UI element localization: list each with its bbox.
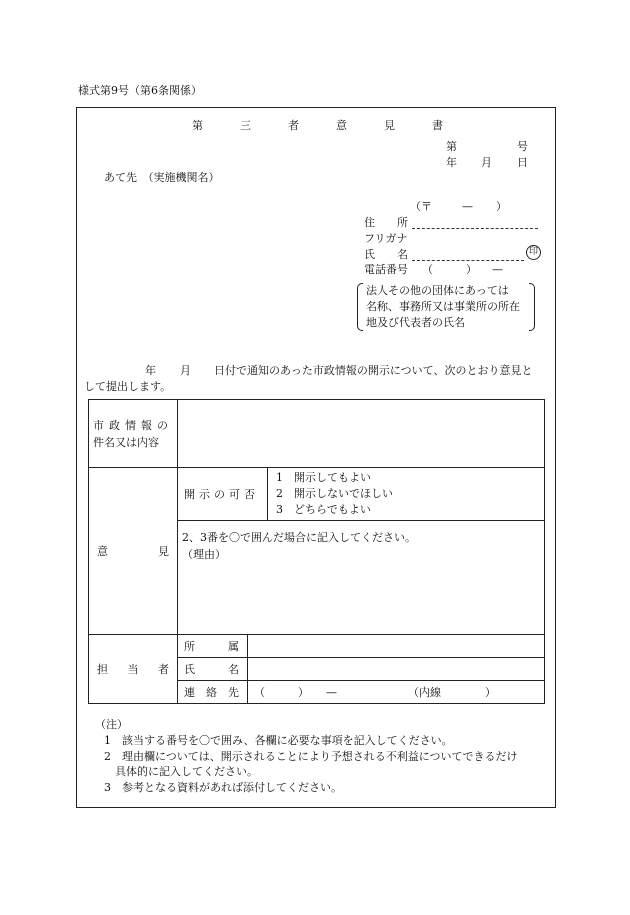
- contact-ext: （内線 ）: [408, 686, 496, 699]
- subject-label-line: 市政情報の: [93, 418, 173, 432]
- postal-open: （〒: [410, 200, 432, 213]
- note-item: 3 参考となる資料があれば添付してください。: [104, 781, 342, 794]
- option-item[interactable]: 1 開示してもよい: [276, 471, 371, 484]
- subject-field[interactable]: [178, 400, 545, 468]
- option-item[interactable]: 3 どちらでもよい: [276, 503, 371, 516]
- title-char: 見: [384, 119, 395, 132]
- notes-heading: （注）: [95, 718, 128, 731]
- note-item: 具体的に記入してください。: [115, 765, 258, 778]
- name-label: 氏 名: [364, 248, 408, 261]
- postal-close: ）: [496, 200, 507, 213]
- intro-year: 年: [145, 364, 156, 377]
- form-title: [192, 120, 480, 131]
- note-item: 1 該当する番号を〇で囲み、各欄に必要な事項を記入してください。: [104, 734, 453, 747]
- opinion-label-char: 意: [97, 545, 108, 558]
- reason-field[interactable]: [178, 521, 545, 635]
- reason-label: （理由）: [182, 548, 226, 561]
- disclosure-row: [89, 468, 545, 521]
- corp-note-line: 名称、事務所又は事業所の所在: [366, 300, 520, 313]
- seal-icon: 印: [526, 245, 541, 260]
- person-label-char: 者: [158, 663, 169, 676]
- intro-month: 月: [180, 364, 191, 377]
- title-char: 第: [192, 119, 203, 132]
- phone-paren: （ ）: [422, 263, 477, 276]
- intro-line1: 日付で通知のあった市政情報の開示について、次のとおり意見と: [214, 364, 533, 377]
- addressee: あて先 （実施機関名）: [104, 171, 220, 184]
- bracket-right: [529, 283, 535, 331]
- reason-note: 2、3番を〇で囲んだ場合に記入してください。: [182, 531, 416, 544]
- subject-label: [89, 400, 178, 468]
- option-item[interactable]: 2 開示しないでほしい: [276, 487, 393, 500]
- person-label-char: 担: [97, 663, 108, 676]
- disclosure-options: [268, 468, 545, 521]
- contact-paren: （ ）: [254, 686, 309, 699]
- opinion-label-char: 見: [158, 545, 169, 558]
- title-char: 意: [336, 119, 347, 132]
- contact-dash: —: [326, 686, 337, 699]
- disclosure-label: 開示の可否: [178, 468, 268, 521]
- corp-note-line: 地及び代表者の氏名: [366, 316, 465, 329]
- title-char: 三: [240, 119, 251, 132]
- contact-label: 連 絡 先: [178, 681, 248, 704]
- form-id: 様式第9号（第6条関係）: [78, 84, 202, 97]
- title-char: 書: [432, 119, 443, 132]
- subject-row: [89, 400, 545, 468]
- dept-row: [89, 635, 545, 658]
- dept-label: 所 属: [178, 635, 248, 658]
- number-dai: 第: [446, 140, 457, 153]
- contact-field[interactable]: [248, 681, 545, 704]
- number-go: 号: [517, 140, 528, 153]
- opinion-label: [89, 468, 178, 635]
- intro-line2: して提出します。: [84, 380, 172, 393]
- opinion-table: [88, 399, 545, 704]
- dept-field[interactable]: [248, 635, 545, 658]
- person-label-char: 当: [127, 663, 139, 676]
- postal-dash: —: [462, 200, 473, 213]
- furigana-label: フリガナ: [364, 232, 408, 245]
- address-line[interactable]: [412, 228, 538, 229]
- date-day: 日: [517, 156, 528, 169]
- person-label: [89, 635, 178, 704]
- corp-note-line: 法人その他の団体にあっては: [366, 284, 509, 297]
- date-year: 年: [446, 156, 457, 169]
- phone-label: 電話番号: [364, 263, 408, 276]
- subject-label-line: 件名又は内容: [93, 435, 159, 449]
- bracket-left: [357, 283, 363, 331]
- date-month: 月: [481, 156, 492, 169]
- title-char: 者: [288, 119, 299, 132]
- phone-dash: —: [492, 263, 503, 276]
- person-name-field[interactable]: [248, 658, 545, 681]
- name-line[interactable]: [412, 260, 524, 261]
- note-item: 2 理由欄については、開示されることにより予想される不利益についてできるだけ: [104, 750, 518, 763]
- address-label: 住 所: [364, 216, 408, 229]
- corp-note: [357, 283, 535, 331]
- person-name-label: 氏 名: [178, 658, 248, 681]
